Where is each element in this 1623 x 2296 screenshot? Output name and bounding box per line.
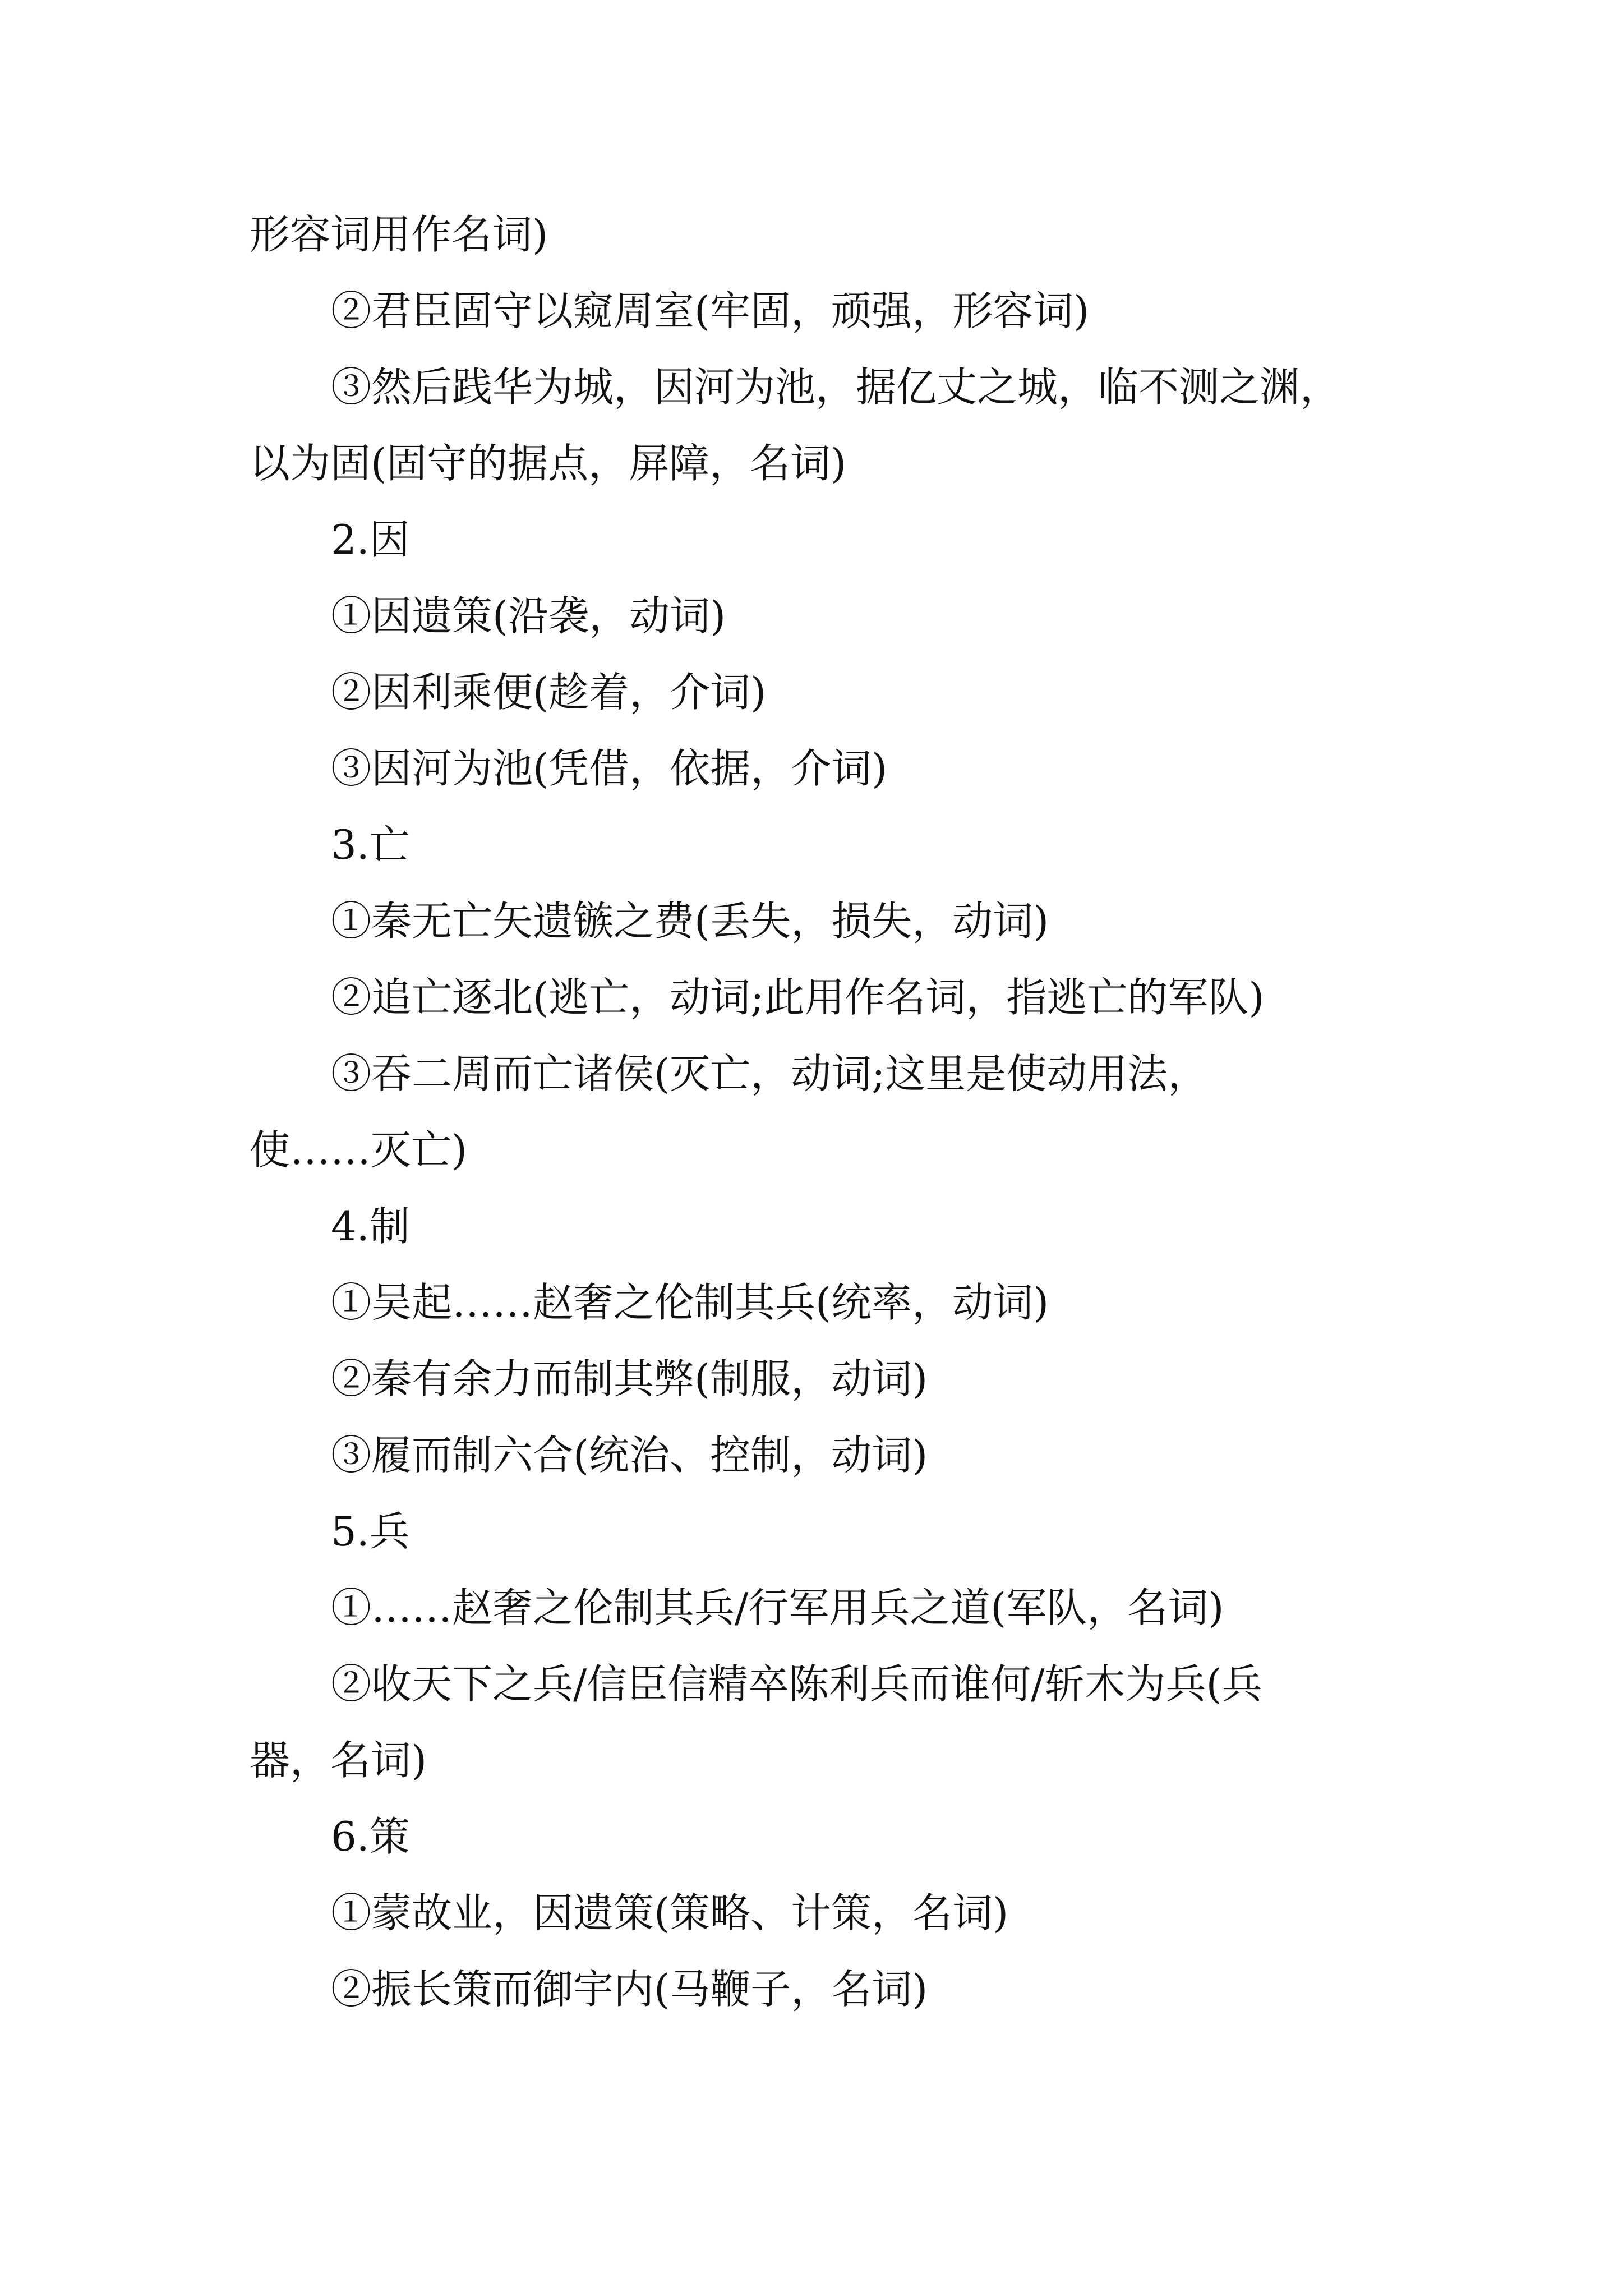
document-line: ①蒙故业，因遗策(策略、计策，名词) [331, 1889, 1009, 1936]
document-line: 以为固(固守的据点，屏障，名词) [250, 440, 847, 487]
document-line: ②君臣固守以窥周室(牢固，顽强，形容词) [331, 287, 1090, 334]
document-line: ①……赵奢之伦制其兵/行军用兵之道(军队，名词) [331, 1584, 1224, 1631]
document-line: 器，名词) [250, 1737, 427, 1784]
document-line: 6.策 [331, 1813, 410, 1860]
document-line: 使……灭亡) [250, 1126, 468, 1174]
document-line: ③然后践华为城，因河为池，据亿丈之城，临不测之渊， [331, 364, 1341, 411]
document-line: ③履而制六合(统治、控制，动词) [331, 1432, 928, 1479]
document-line: ②收天下之兵/信臣信精卒陈利兵而谁何/斩木为兵(兵 [331, 1660, 1262, 1708]
document-line: 形容词用作名词) [250, 211, 548, 258]
document-line: ②追亡逐北(逃亡，动词;此用作名词，指逃亡的军队) [331, 974, 1265, 1021]
document-line: ①吴起……赵奢之伦制其兵(统率，动词) [331, 1279, 1049, 1326]
document-line: ②因利乘便(趁着，介词) [331, 669, 767, 716]
document-line: ②振长策而御宇内(马鞭子，名词) [331, 1966, 928, 2013]
document-line: ①秦无亡矢遗镞之费(丢失，损失，动词) [331, 898, 1049, 945]
document-line: ②秦有余力而制其弊(制服，动词) [331, 1355, 928, 1402]
document-line: ③吞二周而亡诸侯(灭亡，动词;这里是使动用法， [331, 1050, 1209, 1097]
document-line: 4.制 [331, 1203, 410, 1250]
document-line: ③因河为池(凭借，依据，介词) [331, 745, 888, 792]
document-line: 2.因 [331, 516, 410, 563]
document-line: 3.亡 [331, 821, 410, 868]
document-line: ①因遗策(沿袭，动词) [331, 592, 726, 639]
document-line: 5.兵 [331, 1508, 410, 1555]
